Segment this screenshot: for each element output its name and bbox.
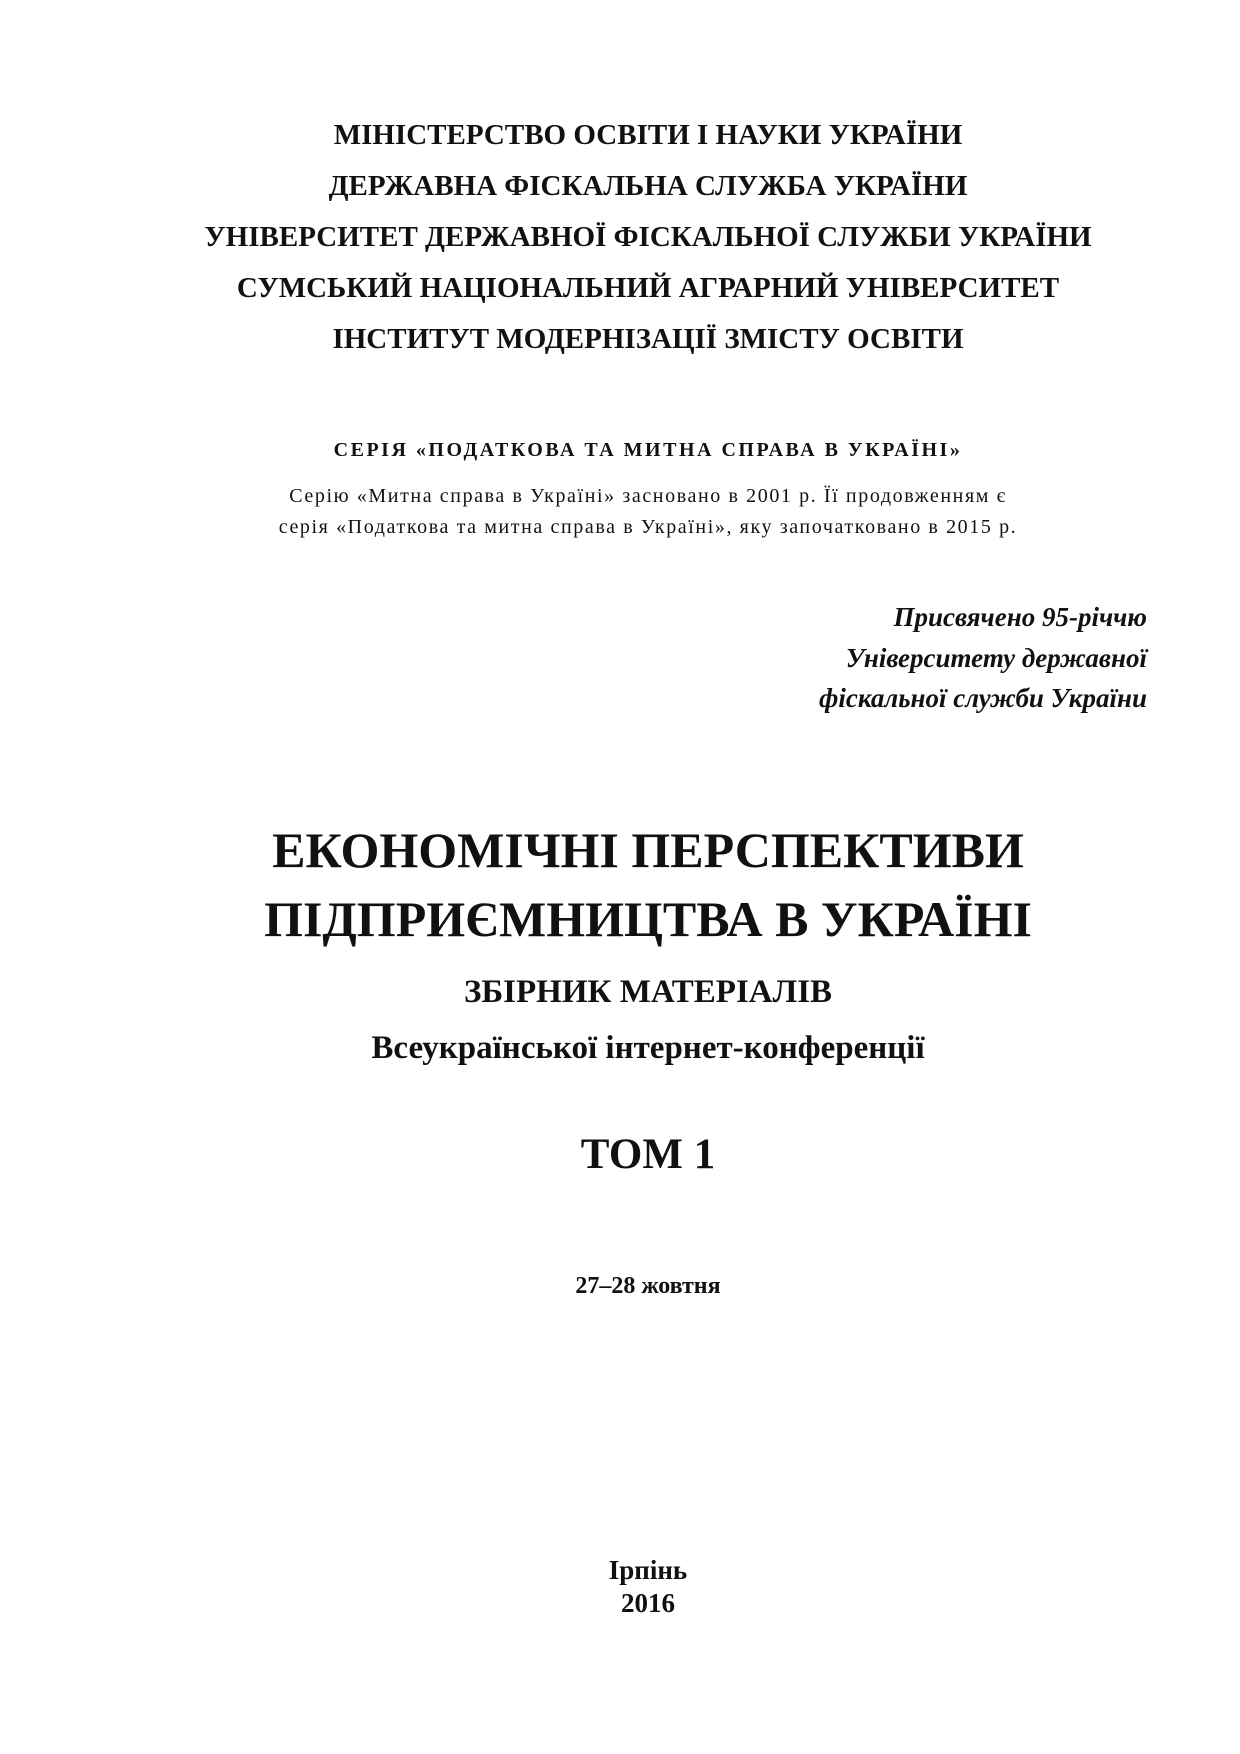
series-note-line: Серію «Митна справа в Україні» засновано в 2001 р. Її продовженням є xyxy=(289,485,1007,507)
organization-line: ДЕРЖАВНА ФІСКАЛЬНА СЛУЖБА УКРАЇНИ xyxy=(328,170,968,202)
publication-year: 2016 xyxy=(621,1588,675,1618)
series-note-line: серія «Податкова та митна справа в Україні», яку започатковано в 2015 р. xyxy=(278,516,1018,538)
subtitle: ЗБІРНИК МАТЕРІАЛІВ xyxy=(463,974,833,1010)
dedication-line: фіскальної служби України xyxy=(819,683,1147,713)
organization-line: МІНІСТЕРСТВО ОСВІТИ І НАУКИ УКРАЇНИ xyxy=(333,119,963,151)
organization-line: ІНСТИТУТ МОДЕРНІЗАЦІЇ ЗМІСТУ ОСВІТИ xyxy=(332,323,964,355)
organization-line: СУМСЬКИЙ НАЦІОНАЛЬНИЙ АГРАРНИЙ УНІВЕРСИТЕТ xyxy=(236,272,1060,304)
organization-line: УНІВЕРСИТЕТ ДЕРЖАВНОЇ ФІСКАЛЬНОЇ СЛУЖБИ УКРАЇНИ xyxy=(204,221,1092,253)
page-title: ПІДПРИЄМНИЦТВА В УКРАЇНІ xyxy=(264,891,1032,947)
dedication-line: Присвячено 95-річчю xyxy=(893,602,1147,632)
subtitle: Всеукраїнської інтернет-конференції xyxy=(371,1030,925,1066)
volume-label: ТОМ 1 xyxy=(580,1131,716,1178)
conference-dates: 27–28 жовтня xyxy=(575,1273,721,1299)
series-heading: СЕРІЯ «ПОДАТКОВА ТА МИТНА СПРАВА В УКРАЇНІ» xyxy=(333,439,963,461)
publication-city: Ірпінь xyxy=(608,1555,688,1585)
dedication-line: Університету державної xyxy=(845,643,1147,673)
page-title: ЕКОНОМІЧНІ ПЕРСПЕКТИВИ xyxy=(272,822,1024,878)
